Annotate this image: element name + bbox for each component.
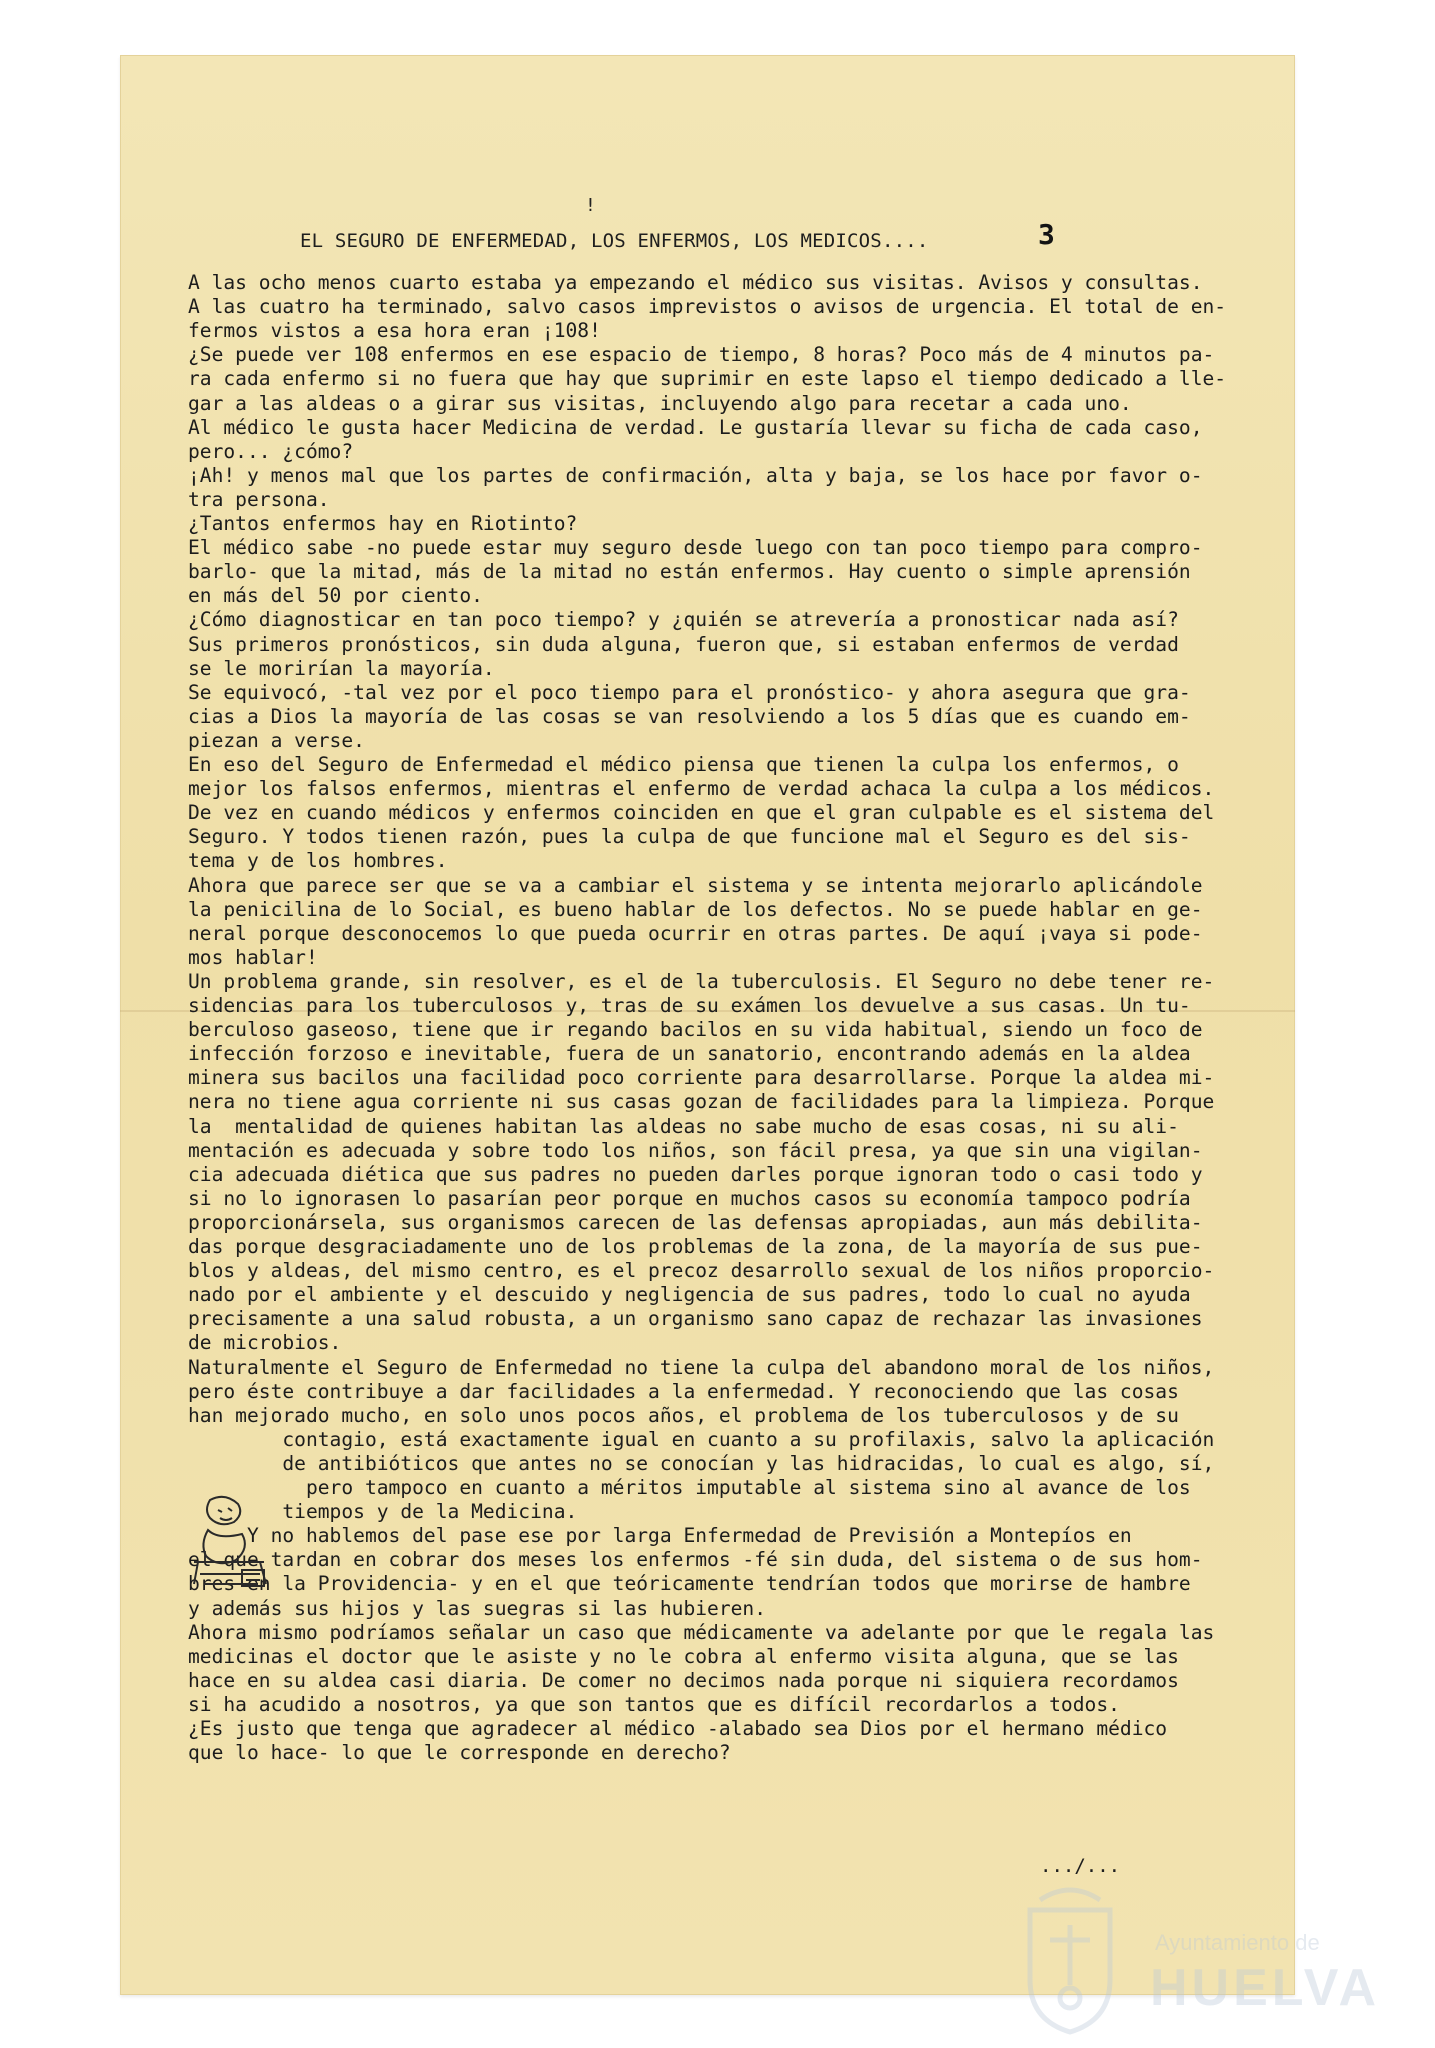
body-line: Sus primeros pronósticos, sin duda alguna, fueron que, si estaban enfermos de verdad — [188, 632, 1179, 656]
body-line: das porque desgraciadamente uno de los problemas de la zona, de la mayoría de sus pue- — [188, 1235, 1203, 1258]
body-line: contagio, está exactamente igual en cuanto a su profilaxis, salvo la aplicación — [188, 1427, 1215, 1451]
body-line: han mejorado mucho, en solo unos pocos años, el problema de los tuberculosos y de su — [188, 1403, 1179, 1427]
body-line: que lo hace- lo que le corresponde en derecho? — [188, 1741, 731, 1765]
body-line: proporcionársela, sus organismos carecen de las defensas apropiadas, aun más debilita- — [188, 1210, 1203, 1234]
body-line: pero éste contribuye a dar facilidades a la enfermedad. Y reconociendo que las cosas — [188, 1379, 1179, 1403]
watermark-line-1: Ayuntamiento de — [1155, 1930, 1320, 1955]
body-line: Ahora mismo podríamos señalar un caso que médicamente va adelante por que le regala las — [188, 1620, 1215, 1644]
body-line: Se equivocó, -tal vez por el poco tiempo para el pronóstico- y ahora asegura que gra- — [188, 680, 1191, 704]
body-line: El médico sabe -no puede estar muy seguro desde luego con tan poco tiempo para compro- — [188, 536, 1203, 560]
body-line: de antibióticos que antes no se conocían y las hidracidas, lo cual es algo, sí, — [188, 1451, 1215, 1475]
body-line: mejor los falsos enfermos, mientras el enfermo de verdad achaca la culpa a los médicos. — [188, 777, 1215, 801]
body-line: nera no tiene agua corriente ni sus casas gozan de facilidades para la limpieza. Porque — [188, 1090, 1215, 1114]
body-line: Y no hablemos del pase ese por larga Enfermedad de Previsión a Montepíos en — [188, 1524, 1132, 1548]
body-line: Seguro. Y todos tienen razón, pues la culpa de que funcione mal el Seguro es del sis- — [188, 825, 1191, 849]
body-line: tiempos y de la Medicina. — [188, 1500, 578, 1524]
body-line: piezan a verse. — [188, 728, 365, 752]
body-line: ¿Es justo que tenga que agradecer al médico -alabado sea Dios por el hermano médico — [188, 1717, 1168, 1740]
body-line: medicinas el doctor que le asiste y no le cobra al enfermo visita alguna, que se las — [188, 1644, 1179, 1668]
body-line: ¿Cómo diagnosticar en tan poco tiempo? y ¿quién se atrevería a pronosticar nada así? — [188, 608, 1179, 632]
body-line: De vez en cuando médicos y enfermos coinciden en que el gran culpable es el sistema del — [188, 801, 1215, 825]
watermark-line-2: HUELVA — [1150, 1959, 1381, 2017]
body-line: A las cuatro ha terminado, salvo casos imprevistos o avisos de urgencia. El total de en- — [188, 295, 1227, 319]
body-line: tema y de los hombres. — [188, 849, 448, 873]
body-line: berculoso gaseoso, tiene que ir regando bacilos en su vida habitual, siendo un foco de — [188, 1018, 1203, 1042]
body-line: y además sus hijos y las suegras si las hubieren. — [188, 1596, 767, 1620]
document-title: EL SEGURO DE ENFERMEDAD, LOS ENFERMOS, LOS MEDICOS.... — [300, 230, 929, 252]
body-line: En eso del Seguro de Enfermedad el médico piensa que tienen la culpa los enfermos, o — [188, 753, 1179, 776]
doodle-drawing — [180, 1490, 280, 1600]
body-line: sidencias para los tuberculosos y, tras de su exámen los devuelve a sus casas. Un tu- — [188, 994, 1191, 1017]
body-line: minera sus bacilos una facilidad poco corriente para desarrollarse. Porque la aldea mi- — [188, 1066, 1215, 1090]
body-line: mentación es adecuada y sobre todo los niños, son fácil presa, ya que sin una vigilan- — [188, 1138, 1203, 1162]
body-line: neral porque desconocemos lo que pueda ocurrir en otras partes. De aquí ¡vaya si pode- — [188, 921, 1203, 945]
body-line: el que tardan en cobrar dos meses los enfermos -fé sin duda, del sistema o de sus hom- — [188, 1548, 1203, 1572]
body-line: Naturalmente el Seguro de Enfermedad no tiene la culpa del abandono moral de los niños, — [188, 1355, 1215, 1379]
body-line: ¿Se puede ver 108 enfermos en ese espacio de tiempo, 8 horas? Poco más de 4 minutos pa- — [188, 343, 1215, 367]
body-line: ¡Ah! y menos mal que los partes de confirmación, alta y baja, se los hace por favor o- — [188, 463, 1203, 487]
body-line: precisamente a una salud robusta, a un organismo sano capaz de rechazar las invasiones — [188, 1307, 1203, 1331]
body-line: la mentalidad de quienes habitan las aldeas no sabe mucho de esas cosas, ni su ali- — [188, 1114, 1179, 1138]
body-line: en más del 50 por ciento. — [188, 584, 483, 608]
huelva-watermark — [1010, 1880, 1381, 2040]
body-line: ra cada enfermo si no fuera que hay que suprimir en este lapso el tiempo dedicado a lle- — [188, 367, 1227, 391]
page-number: 3 — [1038, 218, 1055, 251]
continuation-mark: .../... — [1040, 1855, 1121, 1877]
body-line: cias a Dios la mayoría de las cosas se van resolviendo a los 5 días que es cuando em- — [188, 704, 1191, 728]
body-line: de microbios. — [188, 1331, 342, 1355]
body-line: A las ocho menos cuarto estaba ya empezando el médico sus visitas. Avisos y consultas. — [188, 271, 1203, 294]
body-line: ¿Tantos enfermos hay en Riotinto? — [188, 512, 578, 535]
coat-of-arms-icon — [1010, 1880, 1130, 2040]
body-line: la penicilina de lo Social, es bueno hablar de los defectos. No se puede hablar en ge- — [188, 897, 1203, 921]
tick-mark: ! — [585, 195, 596, 216]
body-line: si no lo ignorasen lo pasarían peor porque en muchos casos su economía tampoco podría — [188, 1186, 1191, 1210]
body-line: gar a las aldeas o a girar sus visitas, incluyendo algo para recetar a cada uno. — [188, 391, 1132, 415]
body-line: Un problema grande, sin resolver, es el de la tuberculosis. El Seguro no debe tener re- — [188, 969, 1215, 993]
body-line: pero tampoco en cuanto a méritos imputable al sistema sino al avance de los — [188, 1476, 1191, 1499]
body-line: Ahora que parece ser que se va a cambiar el sistema y se intenta mejorarlo aplicándole — [188, 873, 1203, 897]
body-line: blos y aldeas, del mismo centro, es el precoz desarrollo sexual de los niños proporcio- — [188, 1259, 1215, 1283]
body-line: pero... ¿cómo? — [188, 439, 354, 463]
body-line: infección forzoso e inevitable, fuera de un sanatorio, encontrando además en la aldea — [188, 1042, 1191, 1066]
body-line: hace en su aldea casi diaria. De comer no decimos nada porque ni siquiera recordamos — [188, 1668, 1179, 1692]
body-line: nado por el ambiente y el descuido y negligencia de sus padres, todo lo cual no ayuda — [188, 1283, 1191, 1307]
body-line: bres en la Providencia- y en el que teóricamente tendrían todos que morirse de hambre — [188, 1572, 1191, 1596]
body-line: tra persona. — [188, 487, 330, 511]
body-line: fermos vistos a esa hora eran ¡108! — [188, 319, 601, 343]
body-line: Al médico le gusta hacer Medicina de verdad. Le gustaría llevar su ficha de cada caso, — [188, 415, 1203, 439]
body-line: se le morirían la mayoría. — [188, 656, 495, 680]
body-line: cia adecuada diética que sus padres no pueden darles porque ignoran todo o casi todo y — [188, 1162, 1203, 1186]
body-line: si ha acudido a nosotros, ya que son tantos que es difícil recordarlos a todos. — [188, 1692, 1120, 1716]
body-line: mos hablar! — [188, 945, 318, 969]
body-line: barlo- que la mitad, más de la mitad no están enfermos. Hay cuento o simple aprensión — [188, 560, 1191, 584]
